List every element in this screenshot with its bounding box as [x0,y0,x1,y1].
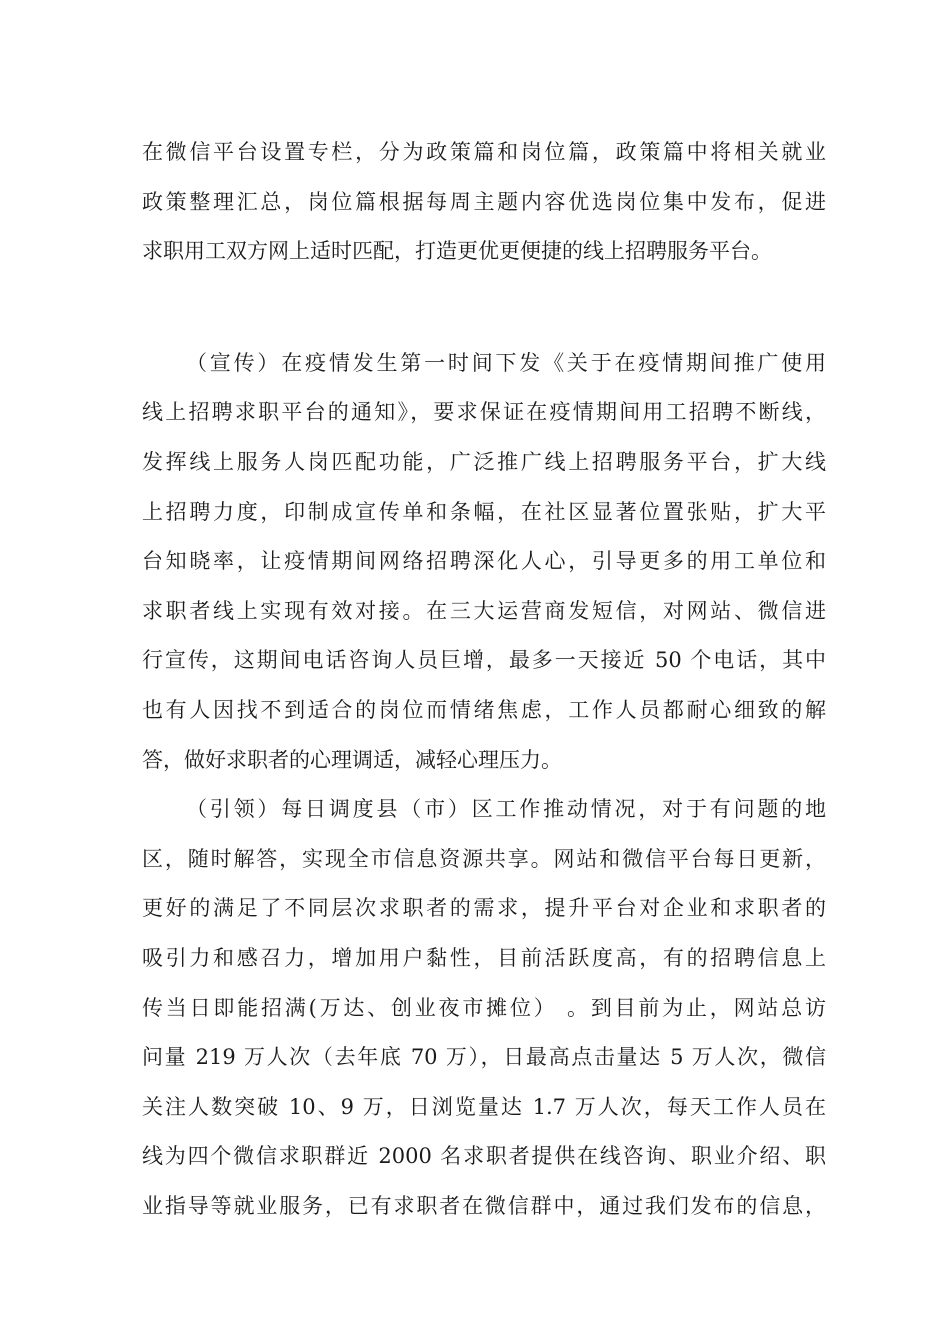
text-line: 区，随时解答，实现全市信息资源共享。网站和微信平台每日更新， [142,846,826,871]
text-line: 线为四个微信求职群近 2000 名求职者提供在线咨询、职业介绍、职 [142,1144,826,1169]
paragraph-platform [142,128,826,277]
text-line: 答，做好求职者的心理调适，减轻心理压力。 [142,747,562,772]
text-line: 吸引力和感召力，增加用户黏性，目前活跃度高，有的招聘信息上 [142,945,826,970]
text-line: 台知晓率，让疫情期间网络招聘深化人心，引导更多的用工单位和 [142,549,826,574]
text-line: 线上招聘求职平台的通知》，要求保证在疫情期间用工招聘不断线， [142,400,826,425]
paragraph-leading [142,785,826,1231]
text-line: 上招聘力度，印制成宣传单和条幅，在社区显著位置张贴，扩大平 [142,499,826,524]
text-line: 求职者线上实现有效对接。在三大运营商发短信，对网站、微信进 [142,598,826,623]
paragraph-spacer [142,277,826,339]
text-line: 求职用工双方网上适时匹配，打造更优更便捷的线上招聘服务平台。 [142,239,772,264]
text-line: 关注人数突破 10、9 万，日浏览量达 1.7 万人次，每天工作人员在 [142,1094,826,1119]
text-line: 问量 219 万人次（去年底 70 万），日最高点击量达 5 万人次，微信 [142,1045,826,1070]
text-line: （引领）每日调度县（市）区工作推动情况，对于有问题的地 [186,797,826,822]
paragraph-publicity [142,339,826,785]
text-line: 也有人因找不到适合的岗位而情绪焦虑，工作人员都耐心细致的解 [142,697,826,722]
document-body [142,128,826,1231]
text-line: 在微信平台设置专栏，分为政策篇和岗位篇，政策篇中将相关就业 [142,140,826,164]
text-line: 业指导等就业服务，已有求职者在微信群中，通过我们发布的信息， [142,1193,826,1218]
text-line: 政策整理汇总，岗位篇根据每周主题内容优选岗位集中发布，促进 [142,189,826,214]
text-line: 行宣传，这期间电话咨询人员巨增，最多一天接近 50 个电话，其中 [142,648,826,673]
text-line: （宣传）在疫情发生第一时间下发《关于在疫情期间推广使用 [186,350,826,375]
text-line: 传当日即能招满(万达、创业夜市摊位） 。到目前为止，网站总访 [142,995,826,1020]
text-line: 发挥线上服务人岗匹配功能，广泛推广线上招聘服务平台，扩大线 [142,449,826,474]
text-line: 更好的满足了不同层次求职者的需求，提升平台对企业和求职者的 [142,896,826,921]
